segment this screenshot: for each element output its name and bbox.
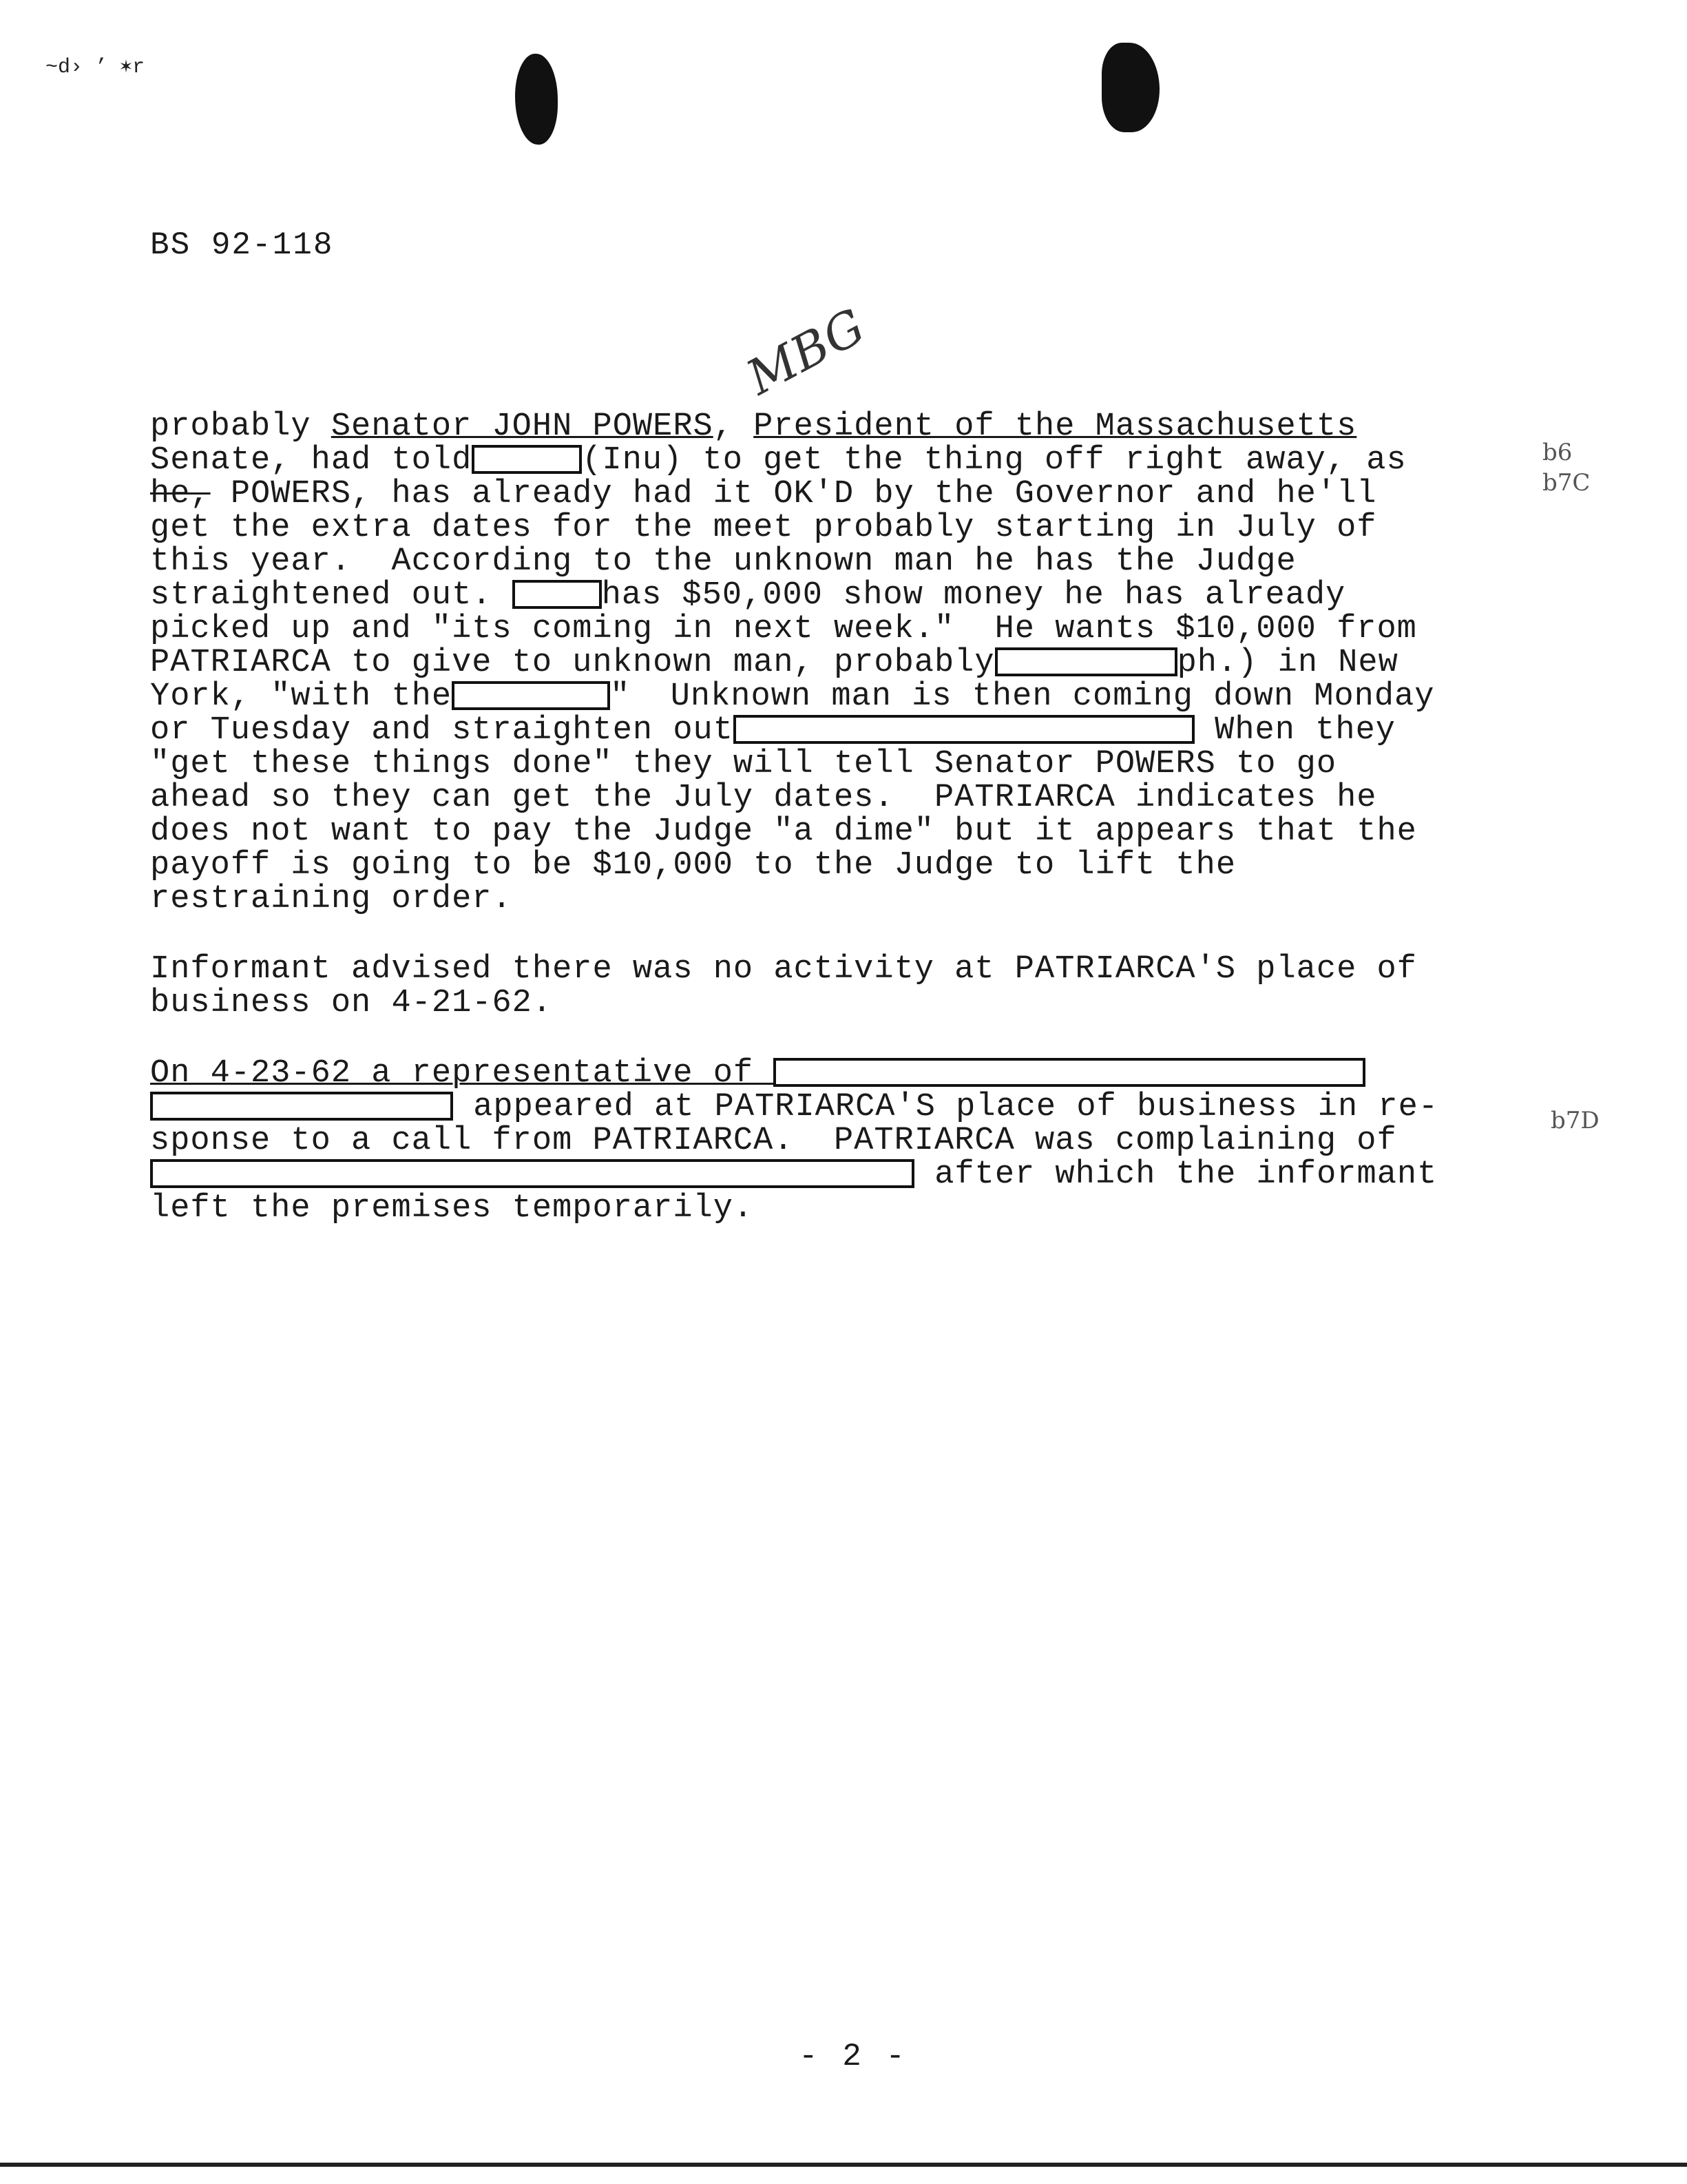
text-line: or Tuesday and straighten out When they [150,712,1396,749]
paragraph-3 [150,1057,1513,1225]
text-line: straightened out. has $50,000 show money he has already [150,577,1346,614]
text-line: get the extra dates for the meet probably starting in July of [150,510,1377,546]
redaction-box [995,647,1177,676]
text-line: picked up and "its coming in next week." He wants $10,000 from [150,611,1417,647]
text-line: ahead so they can get the July dates. PATRIARCA indicates he [150,780,1377,816]
redaction-box [150,1159,914,1188]
text-line: On 4-23-62 a representative of [150,1057,1513,1090]
paragraph-1 [150,410,1513,916]
senator-name: Senator JOHN POWERS [331,408,713,445]
text-line: sponse to a call from PATRIARCA. PATRIARCA was complaining of [150,1123,1397,1159]
redaction-box [512,580,602,609]
paragraph-2 [150,953,1513,1020]
redaction-box [472,445,582,474]
page-edge [0,2163,1687,2167]
file-number: BS 92-118 [150,227,334,263]
text-line: he, POWERS, has already had it OK'D by the Governor and he'll [150,476,1377,512]
struck-text: he, [150,476,211,512]
text-line: PATRIARCA to give to unknown man, probably ph.) in New [150,645,1398,681]
handwritten-initials: MBG [737,298,874,406]
exemption-code: b7C [1542,469,1591,497]
punch-hole-right [1102,43,1160,132]
redaction-box [452,681,610,710]
page-number: - 2 - [799,2039,908,2074]
text-line: Senate, had told (Inu) to get the thing off right away, as [150,442,1407,479]
text-line: business on 4-21-62. [150,985,553,1021]
text-line: restraining order. [150,881,512,917]
exemption-codes [1542,437,1590,498]
exemption-code: b6 [1542,439,1573,466]
text-line: "get these things done" they will tell Senator POWERS to go [150,746,1337,782]
document-body [150,410,1513,1262]
text-line: York, "with the " Unknown man is then coming down Monday [150,678,1435,715]
text-line: payoff is going to be $10,000 to the Judge to lift the [150,847,1237,884]
redaction-box [773,1058,1365,1087]
text-line: does not want to pay the Judge "a dime" but it appears that the [150,813,1417,850]
text-line: appeared at PATRIARCA'S place of business in re- [150,1090,1513,1124]
punch-hole-left [515,54,558,145]
text-line: left the premises temporarily. [150,1190,754,1227]
text-line: this year. According to the unknown man he has the Judge [150,543,1297,580]
redaction-box [150,1092,453,1121]
stray-marks: ~d› ’ ✶r [45,56,145,79]
text-line: after which the informant [150,1158,1513,1192]
exemption-code: b7D [1551,1107,1600,1134]
redaction-box [733,715,1195,744]
text-line: probably Senator JOHN POWERS, President of the Massachusetts [150,408,1357,445]
text-line: Informant advised there was no activity at PATRIARCA'S place of [150,951,1417,988]
